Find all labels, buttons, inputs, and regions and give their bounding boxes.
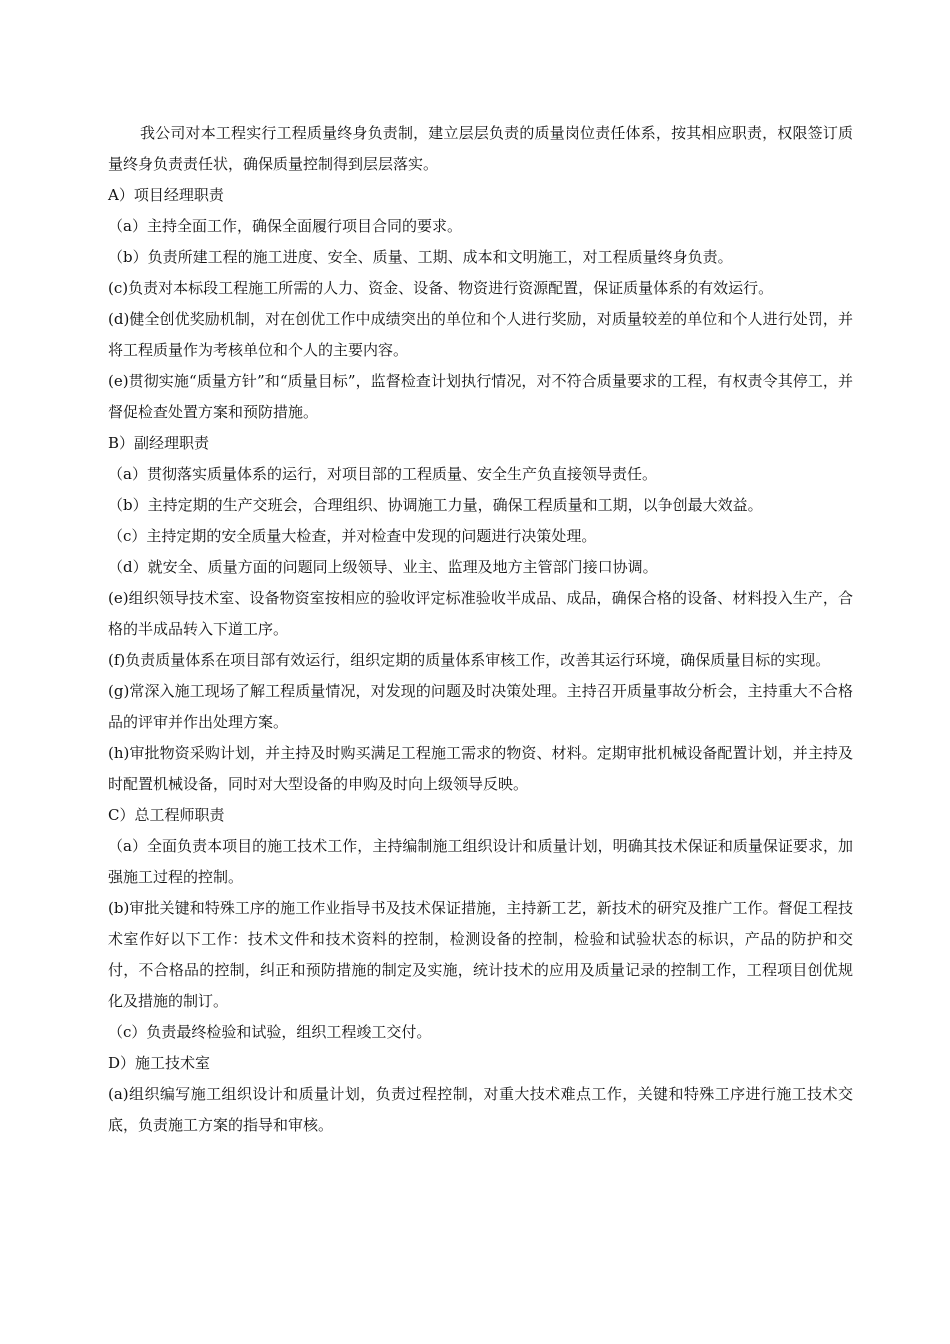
document-page: [108, 118, 853, 1141]
list-item: （a）全面负责本项目的施工技术工作，主持编制施工组织设计和质量计划，明确其技术保证和质量保证要求，加强施工过程的控制。: [108, 837, 853, 886]
list-item: (f)负责质量体系在项目部有效运行，组织定期的质量体系审核工作，改善其运行环境，确保质量目标的实现。: [108, 651, 831, 669]
section-heading-b: B）副经理职责: [108, 434, 210, 452]
section-a: [108, 180, 853, 428]
list-item: (d)健全创优奖励机制，对在创优工作中成绩突出的单位和个人进行奖励，对质量较差的单位和个人进行处罚，并将工程质量作为考核单位和个人的主要内容。: [108, 310, 853, 359]
list-item: (h)审批物资采购计划，并主持及时购买满足工程施工需求的物资、材料。定期审批机械设备配置计划，并主持及时配置机械设备，同时对大型设备的申购及时向上级领导反映。: [108, 744, 853, 793]
list-item: （d）就安全、质量方面的问题同上级领导、业主、监理及地方主管部门接口协调。: [108, 558, 658, 576]
list-item: （b）主持定期的生产交班会，合理组织、协调施工力量，确保工程质量和工期，以争创最大效益。: [108, 496, 763, 514]
list-item: (g)常深入施工现场了解工程质量情况，对发现的问题及时决策处理。主持召开质量事故分析会，主持重大不合格品的评审并作出处理方案。: [108, 682, 853, 731]
list-item: （c）负责最终检验和试验，组织工程竣工交付。: [108, 1023, 432, 1041]
intro-paragraph: 我公司对本工程实行工程质量终身负责制，建立层层负责的质量岗位责任体系，按其相应职责，权限签订质量终身负责责任状，确保质量控制得到层层落实。: [108, 124, 853, 173]
section-heading-d: D）施工技术室: [108, 1054, 211, 1072]
section-heading-c: C）总工程师职责: [108, 806, 225, 824]
list-item: (e)组织领导技术室、设备物资室按相应的验收评定标准验收半成品、成品，确保合格的设备、材料投入生产，合格的半成品转入下道工序。: [108, 589, 853, 638]
list-item: （c）主持定期的安全质量大检查，并对检查中发现的问题进行决策处理。: [108, 527, 597, 545]
list-item: (a)组织编写施工组织设计和质量计划，负责过程控制，对重大技术难点工作，关键和特殊工序进行施工技术交底，负责施工方案的指导和审核。: [108, 1085, 853, 1134]
list-item: (e)贯彻实施“质量方针”和“质量目标”，监督检查计划执行情况，对不符合质量要求的工程，有权责令其停工，并督促检查处置方案和预防措施。: [108, 372, 853, 421]
list-item: (b)审批关键和特殊工序的施工作业指导书及技术保证措施，主持新工艺，新技术的研究及推广工作。督促工程技术室作好以下工作：技术文件和技术资料的控制，检测设备的控制，检验和试验状态的标识，产品的防护和交付，不合格品的控制，纠正和预防措施的制定及实施，统计技术的应用及质量记录的控制工作，工程项目创优规化及措施的制订。: [108, 899, 853, 1010]
list-item: (c)负责对本标段工程施工所需的人力、资金、设备、物资进行资源配置，保证质量体系的有效运行。: [108, 279, 774, 297]
section-d: [108, 1048, 853, 1141]
list-item: （a）主持全面工作，确保全面履行项目合同的要求。: [108, 217, 462, 235]
list-item: （b）负责所建工程的施工进度、安全、质量、工期、成本和文明施工，对工程质量终身负责。: [108, 248, 733, 266]
section-b: [108, 428, 853, 800]
list-item: （a）贯彻落实质量体系的运行，对项目部的工程质量、安全生产负直接领导责任。: [108, 465, 657, 483]
section-c: [108, 800, 853, 1048]
section-heading-a: A）项目经理职责: [108, 186, 224, 204]
